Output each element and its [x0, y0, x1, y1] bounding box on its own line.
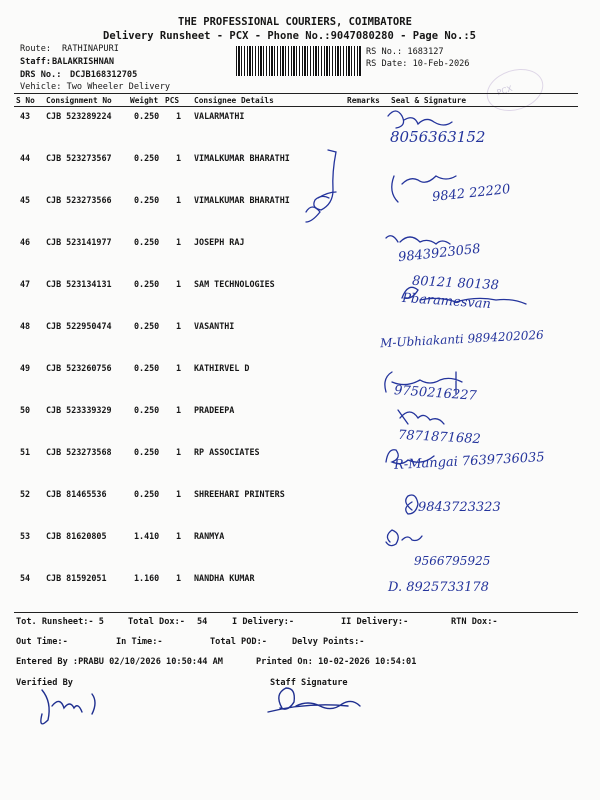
col-consignment: Consignment No	[46, 96, 112, 105]
consignment-cell: CJB 523273568	[46, 447, 112, 457]
col-weight: Weight	[130, 96, 159, 105]
rs-number: RS No.: 1683127	[366, 47, 444, 57]
i-delivery: I Delivery:-	[232, 617, 295, 627]
weight-cell: 0.250	[134, 447, 160, 457]
col-consignee: Consignee Details	[194, 96, 274, 105]
pcs-cell: 1	[176, 195, 182, 205]
sno-cell: 48	[20, 321, 31, 331]
weight-cell: 0.250	[134, 153, 160, 163]
signature-name: Pbaramesvan	[401, 290, 492, 313]
sno-cell: 47	[20, 279, 31, 289]
weight-cell: 0.250	[134, 195, 160, 205]
tot-runsheet: Tot. Runsheet:- 5	[16, 617, 104, 627]
signature-name: R-Mangai 7639736035	[393, 450, 545, 473]
consignment-cell: CJB 523273566	[46, 195, 112, 205]
consignment-cell: CJB 81465536	[46, 489, 107, 499]
drs-value: DCJB168312705	[70, 70, 138, 80]
weight-cell: 0.250	[134, 321, 160, 331]
vehicle-text: Vehicle: Two Wheeler Delivery	[20, 82, 171, 92]
consignment-cell: CJB 523273567	[46, 153, 112, 163]
weight-cell: 0.250	[134, 363, 160, 373]
pcs-cell: 1	[176, 153, 182, 163]
consignee-cell: RP ASSOCIATES	[194, 447, 260, 457]
rtn-dox: RTN Dox:-	[451, 617, 498, 627]
total-dox-label: Total Dox:-	[128, 617, 185, 627]
weight-cell: 1.160	[134, 573, 160, 583]
sno-cell: 44	[20, 153, 31, 163]
sno-cell: 45	[20, 195, 31, 205]
col-pcs: PCS	[165, 96, 180, 105]
pcs-cell: 1	[176, 363, 182, 373]
entered-by: Entered By :PRABU 02/10/2026 10:50:44 AM	[16, 657, 223, 667]
staff-value: BALAKRISHNAN	[52, 57, 115, 67]
ii-delivery: II Delivery:-	[341, 617, 409, 627]
runsheet-subtitle: Delivery Runsheet - PCX - Phone No.:9047080280 - Page No.:5	[103, 30, 476, 42]
sno-cell: 49	[20, 363, 31, 373]
pcs-cell: 1	[176, 321, 182, 331]
out-time: Out Time:-	[16, 637, 68, 647]
total-dox-value: 54	[197, 617, 208, 627]
in-time: In Time:-	[116, 637, 163, 647]
consignee-cell: KATHIRVEL D	[194, 363, 250, 373]
rs-date: RS Date: 10-Feb-2026	[366, 59, 470, 69]
pcs-cell: 1	[176, 405, 182, 415]
consignee-cell: SAM TECHNOLOGIES	[194, 279, 275, 289]
consignee-cell: RANMYA	[194, 531, 225, 541]
consignment-cell: CJB 81592051	[46, 573, 107, 583]
pcs-cell: 1	[176, 237, 182, 247]
printed-on: Printed On: 10-02-2026 10:54:01	[256, 657, 417, 667]
sno-cell: 54	[20, 573, 31, 583]
verified-by: Verified By	[16, 678, 73, 688]
weight-cell: 0.250	[134, 489, 160, 499]
consignee-cell: PRADEEPA	[194, 405, 235, 415]
pcs-cell: 1	[176, 111, 182, 121]
drs-label: DRS No.:	[20, 70, 62, 80]
col-seal: Seal & Signature	[391, 96, 467, 105]
col-remarks: Remarks	[347, 96, 380, 105]
consignment-cell: CJB 523260756	[46, 363, 112, 373]
delvy-points: Delvy Points:-	[292, 637, 365, 647]
staff-label: Staff:	[20, 57, 52, 67]
pcs-cell: 1	[176, 447, 182, 457]
signature-phone: 80121 80138	[411, 273, 500, 294]
footer-rule	[14, 612, 578, 613]
col-sno: S No	[16, 96, 35, 105]
route-label: Route:	[20, 44, 52, 54]
sno-cell: 46	[20, 237, 31, 247]
consignee-cell: SHREEHARI PRINTERS	[194, 489, 285, 499]
sno-cell: 51	[20, 447, 31, 457]
company-title: THE PROFESSIONAL COURIERS, COIMBATORE	[178, 16, 412, 28]
pcs-cell: 1	[176, 573, 182, 583]
sno-cell: 52	[20, 489, 31, 499]
weight-cell: 0.250	[134, 405, 160, 415]
signature-phone: 7871871682	[397, 427, 482, 448]
weight-cell: 0.250	[134, 237, 160, 247]
weight-cell: 1.410	[134, 531, 160, 541]
staff-signature: Staff Signature	[270, 678, 348, 688]
consignment-cell: CJB 522950474	[46, 321, 112, 331]
signature-phone: 9843923058	[397, 241, 482, 266]
signature-phone: 9566795925	[414, 554, 491, 568]
signature-phone: 9842 22220	[431, 181, 512, 206]
consignment-cell: CJB 523141977	[46, 237, 112, 247]
stamp-mark: PCX	[481, 62, 549, 118]
signature-phone: 8056363152	[390, 128, 486, 146]
consignee-cell: VASANTHI	[194, 321, 235, 331]
sno-cell: 53	[20, 531, 31, 541]
consignee-cell: VALARMATHI	[194, 111, 245, 121]
consignee-cell: VIMALKUMAR BHARATHI	[194, 195, 290, 205]
consignee-cell: JOSEPH RAJ	[194, 237, 245, 247]
consignment-cell: CJB 523339329	[46, 405, 112, 415]
weight-cell: 0.250	[134, 111, 160, 121]
consignment-cell: CJB 523289224	[46, 111, 112, 121]
consignee-cell: NANDHA KUMAR	[194, 573, 255, 583]
pcs-cell: 1	[176, 489, 182, 499]
signature-phone: 9750216227	[393, 383, 478, 404]
sno-cell: 43	[20, 111, 31, 121]
pcs-cell: 1	[176, 531, 182, 541]
sno-cell: 50	[20, 405, 31, 415]
signature-name: D. 8925733178	[388, 580, 489, 595]
consignee-cell: VIMALKUMAR BHARATHI	[194, 153, 290, 163]
consignment-cell: CJB 81620805	[46, 531, 107, 541]
signature-phone: 9843723323	[418, 500, 501, 515]
route-value: RATHINAPURI	[62, 44, 119, 54]
total-pod: Total POD:-	[210, 637, 267, 647]
consignment-cell: CJB 523134131	[46, 279, 112, 289]
weight-cell: 0.250	[134, 279, 160, 289]
pcs-cell: 1	[176, 279, 182, 289]
signature-name: M-Ubhiakanti 9894202026	[379, 327, 545, 351]
